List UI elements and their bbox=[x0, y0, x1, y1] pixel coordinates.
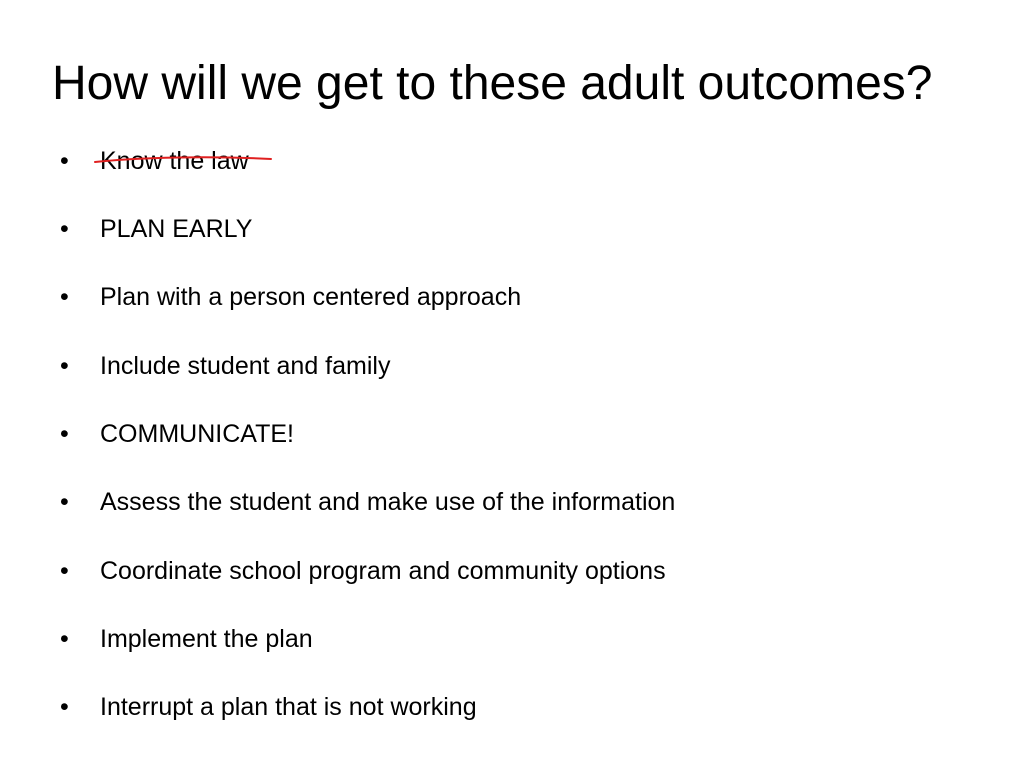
bullet-text: Coordinate school program and community options bbox=[100, 557, 666, 585]
bullet-dot-icon: • bbox=[60, 215, 69, 243]
bullet-item bbox=[60, 281, 1000, 313]
bullet-dot-icon: • bbox=[60, 352, 69, 380]
bullet-text: Implement the plan bbox=[100, 625, 313, 653]
bullet-text: PLAN EARLY bbox=[100, 215, 253, 243]
bullet-text: Plan with a person centered approach bbox=[100, 283, 522, 311]
bullet-text: Know the law bbox=[100, 147, 249, 175]
bullet-dot-icon: • bbox=[60, 625, 69, 653]
bullet-item bbox=[60, 418, 1000, 450]
bullet-text: Assess the student and make use of the information bbox=[100, 488, 676, 516]
bullet-item bbox=[60, 213, 1000, 245]
slide-title: How will we get to these adult outcomes? bbox=[52, 57, 933, 110]
bullet-text: COMMUNICATE! bbox=[100, 420, 294, 448]
bullet-dot-icon: • bbox=[60, 488, 69, 516]
bullet-dot-icon: • bbox=[60, 147, 69, 175]
bullet-item bbox=[60, 555, 1000, 587]
bullet-item bbox=[60, 350, 1000, 382]
bullet-dot-icon: • bbox=[60, 420, 69, 448]
bullet-item bbox=[60, 145, 1000, 177]
bullet-item bbox=[60, 691, 1000, 723]
strikethrough-mark bbox=[93, 145, 273, 177]
bullet-dot-icon: • bbox=[60, 283, 69, 311]
bullet-text: Include student and family bbox=[100, 352, 391, 380]
bullet-dot-icon: • bbox=[60, 693, 69, 721]
bullet-item bbox=[60, 623, 1000, 655]
bullet-dot-icon: • bbox=[60, 557, 69, 585]
strike-line bbox=[95, 157, 271, 162]
bullet-text: Interrupt a plan that is not working bbox=[100, 693, 477, 721]
bullet-item bbox=[60, 486, 1000, 518]
